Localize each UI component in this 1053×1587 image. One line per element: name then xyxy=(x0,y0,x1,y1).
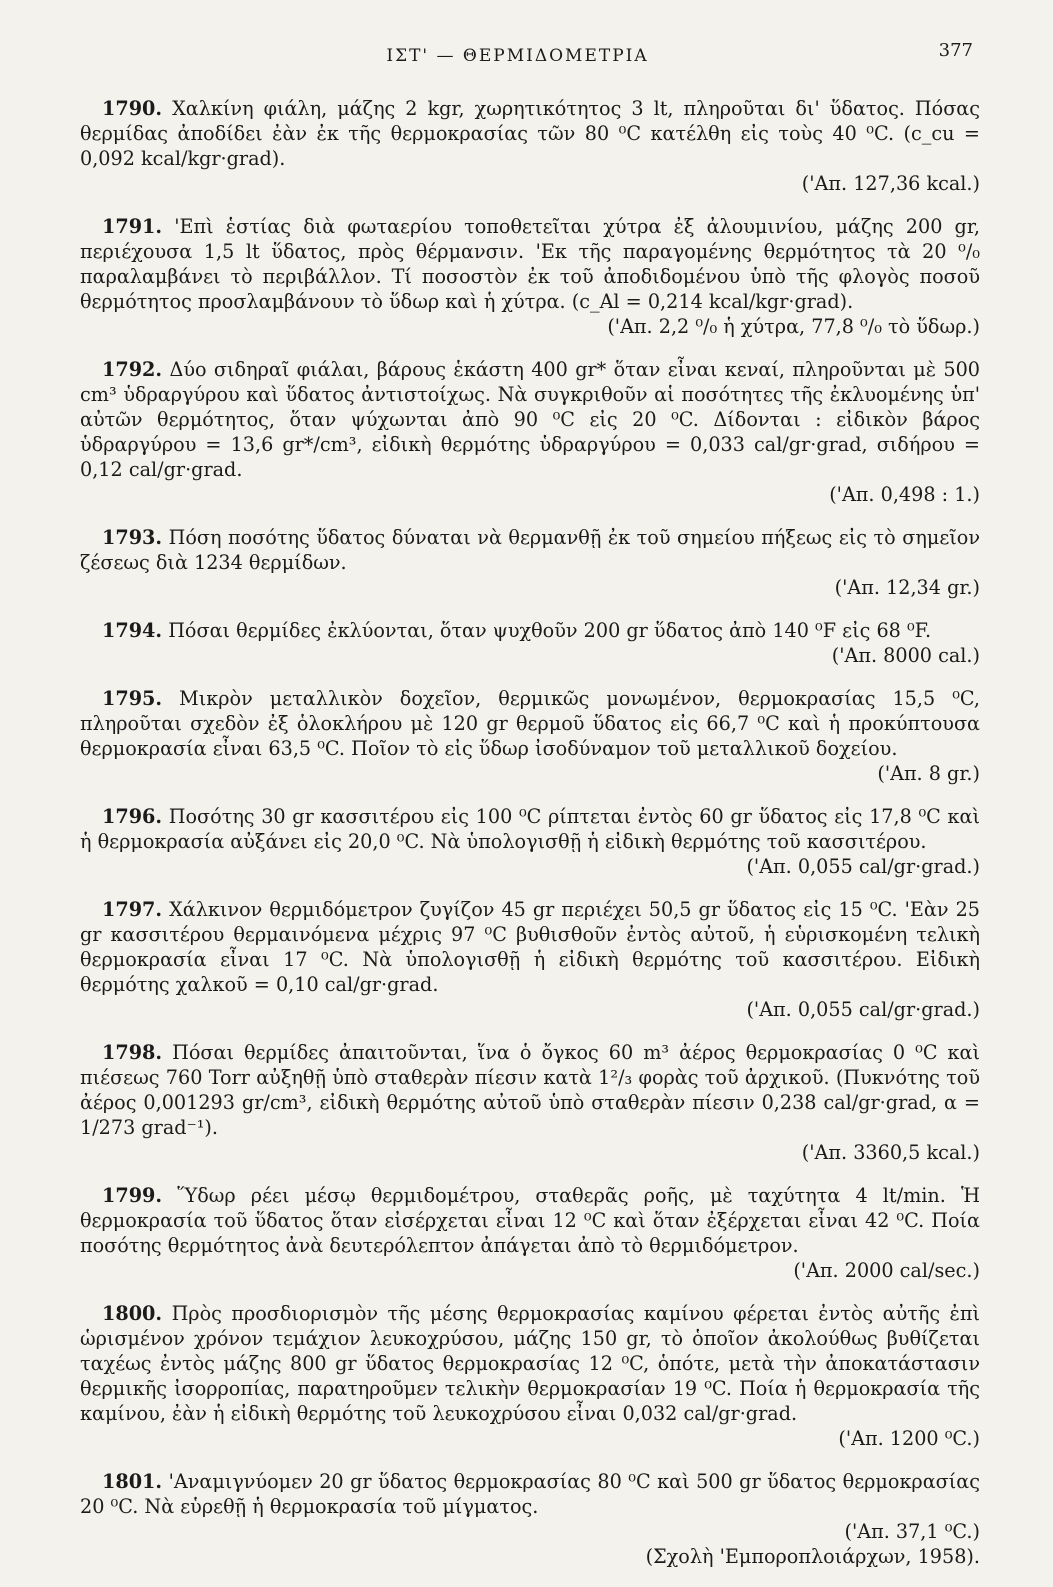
problem-text: 'Επὶ ἑστίας διὰ φωταερίου τοποθετεῖται χύτρα ἐξ ἀλουμινίου, μάζης 200 gr, περιέχουσα 1,5 lt ὕδατος, πρὸς θέρμανσιν. 'Εκ τῆς παραγομένης θερμότητος τὰ 20 ⁰/₀ παραλαμβάνει τὸ περιβάλλον. Τί ποσοστὸν ἐκ τοῦ ἀποδιδομένου ὑπὸ τῆς φλογὸς ποσοῦ θερμότητος προσλαμβάνουν τὸ ὕδωρ καὶ ἡ χύτρα. (c_Al = 0,214 kcal/kgr·grad). xyxy=(80,215,980,313)
problem-text: Δύο σιδηραῖ φιάλαι, βάρους ἑκάστη 400 gr* ὅταν εἶναι κεναί, πληροῦνται μὲ 500 cm³ ὑδραργύρου καὶ ὕδατος ἀντιστοίχως. Νὰ συγκριθοῦν αἱ ποσότητες τῆς ἐκλυομένης ὑπ' αὐτῶν θερμότητος, ὅταν ψύχωνται ἀπὸ 90 ⁰C εἰς 20 ⁰C. Δίδονται : εἰδικὸν βάρος ὑδραργύρου = 13,6 gr*/cm³, εἰδικὴ θερμότης ὑδραργύρου = 0,033 cal/gr·grad, σιδήρου = 0,12 cal/gr·grad. xyxy=(80,358,980,481)
problem-number: 1795. xyxy=(102,687,163,710)
problem-answer: ('Απ. 12,34 gr.) xyxy=(834,576,980,599)
problem-text: Ποσότης 30 gr κασσιτέρου εἰς 100 ⁰C ρίπτεται ἐντὸς 60 gr ὕδατος εἰς 17,8 ⁰C καὶ ἡ θερμοκρασία αὐξάνει εἰς 20,0 ⁰C. Νὰ ὑπολογισθῇ ἡ εἰδικὴ θερμότης τοῦ κασσιτέρου. xyxy=(80,805,980,853)
problem-answer: ('Απ. 3360,5 kcal.) xyxy=(801,1141,980,1164)
problem-1790 xyxy=(80,96,980,196)
problem-text: Πόσαι θερμίδες ἐκλύονται, ὅταν ψυχθοῦν 200 gr ὕδατος ἀπὸ 140 ⁰F εἰς 68 ⁰F. xyxy=(168,619,932,642)
problem-1796 xyxy=(80,804,980,879)
problem-answer: ('Απ. 127,36 kcal.) xyxy=(801,172,980,195)
problem-1797 xyxy=(80,897,980,1022)
chapter-title: ΙΣΤ' — ΘΕΡΜΙΔΟΜΕΤΡΙΑ xyxy=(386,46,649,66)
problem-text: Πόση ποσότης ὕδατος δύναται νὰ θερμανθῇ ἐκ τοῦ σημείου πήξεως εἰς τὸ σημεῖον ζέσεως διὰ 1234 θερμίδων. xyxy=(80,526,980,574)
problem-1795 xyxy=(80,686,980,786)
problem-number: 1797. xyxy=(102,898,163,921)
problem-number: 1790. xyxy=(102,97,163,120)
problem-1799 xyxy=(80,1183,980,1283)
problem-text: 'Αναμιγνύομεν 20 gr ὕδατος θερμοκρασίας 80 ⁰C καὶ 500 gr ὕδατος θερμοκρασίας 20 ⁰C. Νὰ εὑρεθῇ ἡ θερμοκρασία τοῦ μίγματος. xyxy=(80,1470,980,1518)
problem-number: 1800. xyxy=(102,1302,163,1325)
problem-answer: ('Απ. 8000 cal.) xyxy=(831,644,980,667)
problem-text: Χάλκινον θερμιδόμετρον ζυγίζον 45 gr περιέχει 50,5 gr ὕδατος εἰς 15 ⁰C. 'Εὰν 25 gr κασσιτέρου θερμαινόμενα μέχρις 97 ⁰C βυθισθοῦν ἐντὸς αὐτοῦ, ἡ εὑρισκομένη τελικὴ θερμοκρασία εἶναι 17 ⁰C. Νὰ ὑπολογισθῇ ἡ εἰδικὴ θερμότης τοῦ κασσιτέρου. Εἰδικὴ θερμότης χαλκοῦ = 0,10 cal/gr·grad. xyxy=(80,898,980,996)
problem-text: Ὕδωρ ρέει μέσῳ θερμιδομέτρου, σταθερᾶς ροῆς, μὲ ταχύτητα 4 lt/min. Ἡ θερμοκρασία τοῦ ὕδατος ὅταν εἰσέρχεται εἶναι 12 ⁰C καὶ ὅταν ἐξέρχεται εἶναι 42 ⁰C. Ποία ποσότης θερμότητος ἀνὰ δευτερόλεπτον ἀπάγεται ἀπὸ τὸ θερμιδόμετρον. xyxy=(80,1184,980,1257)
page-header xyxy=(62,40,973,76)
problem-answer: ('Απ. 2000 cal/sec.) xyxy=(793,1259,980,1282)
problem-number: 1791. xyxy=(102,215,163,238)
problem-answer: ('Απ. 37,1 ⁰C.) xyxy=(844,1520,980,1543)
problem-answer: ('Απ. 1200 ⁰C.) xyxy=(838,1427,980,1450)
problem-1794 xyxy=(80,618,980,668)
problem-text: Χαλκίνη φιάλη, μάζης 2 kgr, χωρητικότητος 3 lt, πληροῦται δι' ὕδατος. Πόσας θερμίδας ἀποδίδει ἐὰν ἐκ τῆς θερμοκρασίας τῶν 80 ⁰C κατέλθη εἰς τοὺς 40 ⁰C. (c_cu = 0,092 kcal/kgr·grad). xyxy=(80,97,980,170)
problem-number: 1793. xyxy=(102,526,163,549)
problem-number: 1799. xyxy=(102,1184,163,1207)
problem-text: Μικρὸν μεταλλικὸν δοχεῖον, θερμικῶς μονωμένον, θερμοκρασίας 15,5 ⁰C, πληροῦται σχεδὸν ἐξ ὁλοκλήρου μὲ 120 gr θερμοῦ ὕδατος εἰς 66,7 ⁰C καὶ ἡ προκύπτουσα θερμοκρασία εἶναι 63,5 ⁰C. Ποῖον τὸ εἰς ὕδωρ ἰσοδύναμον τοῦ μεταλλικοῦ δοχείου. xyxy=(80,687,980,760)
problem-answer: ('Απ. 8 gr.) xyxy=(877,762,980,785)
problem-1800 xyxy=(80,1301,980,1451)
problem-answer: ('Απ. 0,055 cal/gr·grad.) xyxy=(746,998,980,1021)
problem-text: Πρὸς προσδιορισμὸν τῆς μέσης θερμοκρασίας καμίνου φέρεται ἐντὸς αὐτῆς ἐπὶ ὡρισμένον χρόνον τεμάχιον λευκοχρύσου, μάζης 150 gr, τὸ ὁποῖον ἀκολούθως βυθίζεται ταχέως ἐντὸς μάζης 800 gr ὕδατος θερμοκρασίας 12 ⁰C, ὁπότε, μετὰ τὴν ἀποκατάστασιν θερμικῆς ἰσορροπίας, παρατηροῦμεν τελικὴν θερμοκρασίαν 19 ⁰C. Ποία ἡ θερμοκρασία τῆς καμίνου, ἐὰν ἡ εἰδικὴ θερμότης τοῦ λευκοχρύσου εἶναι 0,032 cal/gr·grad. xyxy=(80,1302,980,1425)
problem-1801 xyxy=(80,1469,980,1569)
problem-number: 1798. xyxy=(102,1041,163,1064)
problem-number: 1792. xyxy=(102,358,163,381)
page-number: 377 xyxy=(938,40,973,61)
problem-number: 1794. xyxy=(102,619,163,642)
problem-1798 xyxy=(80,1040,980,1165)
problem-answer: ('Απ. 2,2 ⁰/₀ ἡ χύτρα, 77,8 ⁰/₀ τὸ ὕδωρ.) xyxy=(607,315,980,338)
problems-list xyxy=(80,96,980,1587)
problem-number: 1801. xyxy=(102,1470,163,1493)
problem-1793 xyxy=(80,525,980,600)
problem-text: Πόσαι θερμίδες ἀπαιτοῦνται, ἵνα ὁ ὄγκος 60 m³ ἀέρος θερμοκρασίας 0 ⁰C καὶ πιέσεως 760 Torr αὐξηθῇ ὑπὸ σταθερὰν πίεσιν κατὰ 1²/₃ φορὰς τοῦ ἀρχικοῦ. (Πυκνότης τοῦ ἀέρος 0,001293 gr/cm³, εἰδικὴ θερμότης αὐτοῦ ὑπὸ σταθερὰν πίεσιν 0,238 cal/gr·grad, α = 1/273 grad⁻¹). xyxy=(80,1041,980,1139)
problem-source: (Σχολὴ 'Εμποροπλοιάρχων, 1958). xyxy=(645,1545,980,1568)
problem-1792 xyxy=(80,357,980,507)
problem-answer: ('Απ. 0,055 cal/gr·grad.) xyxy=(746,855,980,878)
problem-answer: ('Απ. 0,498 : 1.) xyxy=(829,483,980,506)
problem-1791 xyxy=(80,214,980,339)
problem-number: 1796. xyxy=(102,805,163,828)
